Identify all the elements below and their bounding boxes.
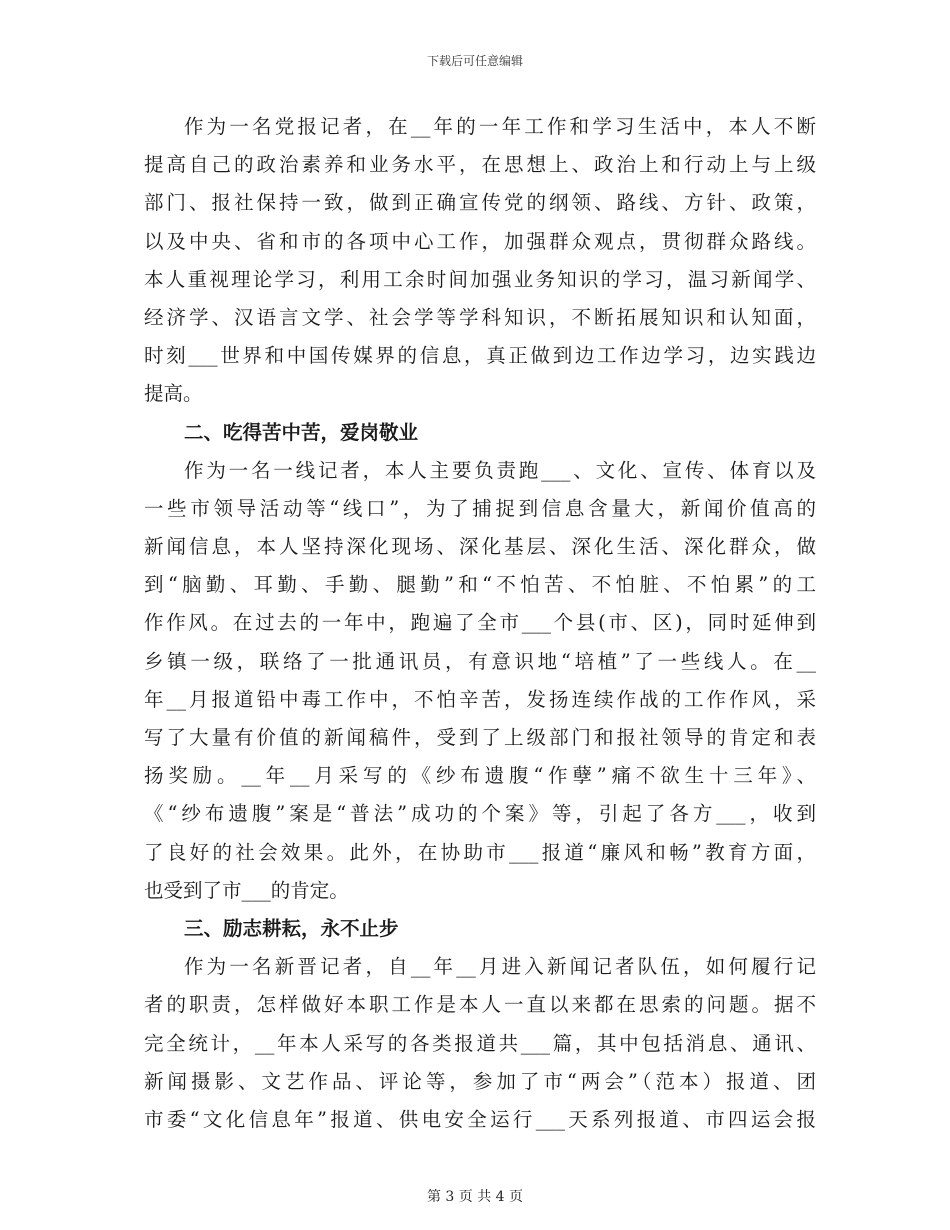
section-heading: 三、励志耕耘，永不止步 — [184, 916, 399, 940]
body-text-line: 经济学、汉语言文学、社会学等学科知识，不断拓展知识和认知面， — [144, 305, 816, 329]
body-text-line: 新闻摄影、文艺作品、评论等，参加了市“两会”（范本）报道、团 — [144, 1069, 816, 1093]
body-text-line: 扬奖励。__年__月采写的《纱布遗腹“作孽”痛不欲生十三年》、 — [144, 764, 816, 788]
page-header: 下载后可任意编辑 — [426, 54, 523, 68]
body-text-line: 写了大量有价值的新闻稿件，受到了上级部门和报社领导的肯定和表 — [144, 726, 816, 749]
section-heading: 二、吃得苦中苦，爱岗敬业 — [184, 420, 419, 444]
page-footer: 第 3 页 共 4 页 — [426, 1189, 524, 1205]
body-text-line: 作为一名党报记者，在__年的一年工作和学习生活中，本人不断 — [184, 115, 816, 138]
body-text-line: 提高自己的政治素养和业务水平，在思想上、政治上和行动上与上级 — [144, 153, 816, 177]
document-body — [144, 108, 816, 1139]
body-text-line: 完全统计，__年本人采写的各类报道共___篇，其中包括消息、通讯、 — [144, 1031, 816, 1055]
body-text-line: 乡镇一级，联络了一批通讯员，有意识地“培植”了一些线人。在__ — [144, 649, 816, 673]
body-text-line: 本人重视理论学习，利用工余时间加强业务知识的学习，温习新闻学、 — [144, 267, 816, 291]
body-text-line: 提高。 — [144, 382, 203, 406]
body-text-line: 以及中央、省和市的各项中心工作，加强群众观点，贯彻群众路线。 — [144, 229, 816, 253]
body-text-line: 作为一名一线记者，本人主要负责跑___、文化、宣传、体育以及 — [184, 458, 816, 482]
body-text-line: 作作风。在过去的一年中，跑遍了全市___个县(市、区)，同时延伸到 — [144, 611, 816, 635]
body-text-line: 时刻___世界和中国传媒界的信息，真正做到边工作边学习，边实践边 — [144, 344, 816, 368]
body-text-line: 新闻信息，本人坚持深化现场、深化基层、深化生活、深化群众，做 — [144, 535, 816, 559]
body-text-line: 了良好的社会效果。此外，在协助市___报道“廉风和畅”教育方面， — [144, 840, 816, 864]
body-text-line: 一些市领导活动等“线口”，为了捕捉到信息含量大，新闻价值高的 — [144, 496, 816, 520]
body-text-line: 者的职责，怎样做好本职工作是本人一直以来都在思索的问题。据不 — [144, 993, 816, 1017]
body-text-line: 年__月报道铅中毒工作中，不怕辛苦，发扬连续作战的工作作风，采 — [144, 687, 816, 711]
body-text-line: 部门、报社保持一致，做到正确宣传党的纲领、路线、方针、政策， — [144, 191, 816, 215]
body-text-line: 到“脑勤、耳勤、手勤、腿勤”和“不怕苦、不怕脏、不怕累”的工 — [144, 573, 816, 597]
body-text-line: 也受到了市___的肯定。 — [144, 878, 349, 902]
body-text-line: 作为一名新晋记者，自__年__月进入新闻记者队伍，如何履行记 — [184, 955, 816, 979]
body-text-line: 《“纱布遗腹”案是“普法”成功的个案》等，引起了各方___，收到 — [144, 802, 816, 826]
body-text-line: 市委“文化信息年”报道、供电安全运行___天系列报道、市四运会报 — [144, 1107, 816, 1131]
